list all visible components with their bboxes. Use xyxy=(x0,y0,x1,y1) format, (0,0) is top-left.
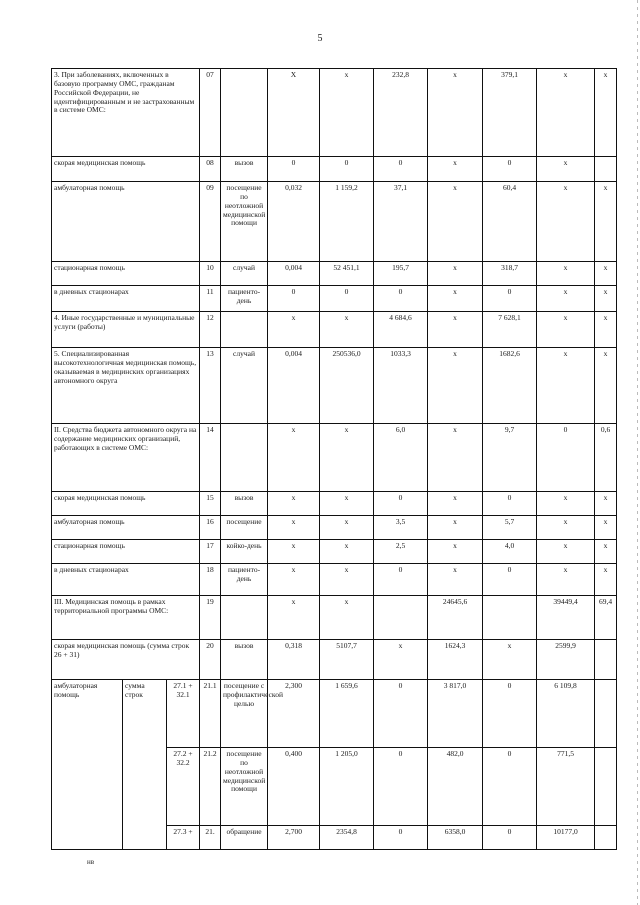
cell-v1: х xyxy=(268,516,320,540)
cell-v7: х xyxy=(595,69,617,157)
table-row xyxy=(52,640,617,680)
cell-v6: х xyxy=(537,262,595,286)
cell-v3: 0 xyxy=(374,564,428,596)
cell-v7: 69,4 xyxy=(595,596,617,640)
cell-v3: 2,5 xyxy=(374,540,428,564)
cell-v2: х xyxy=(320,424,374,492)
cell-v7: х xyxy=(595,312,617,348)
row-code: 07 xyxy=(200,69,221,157)
cell-v7 xyxy=(595,826,617,850)
cell-v4: 1624,3 xyxy=(428,640,483,680)
cell-v1: 0,318 xyxy=(268,640,320,680)
cell-v4: х xyxy=(428,540,483,564)
cell-v6: х xyxy=(537,286,595,312)
table-row xyxy=(52,69,617,157)
table-row xyxy=(52,424,617,492)
cell-v1: х xyxy=(268,564,320,596)
row-unit: вызов xyxy=(221,492,268,516)
cell-v5: 9,7 xyxy=(483,424,537,492)
page-number: 5 xyxy=(317,33,323,44)
cell-v2: 1 159,2 xyxy=(320,182,374,262)
table-row xyxy=(52,680,617,748)
cell-v7 xyxy=(595,748,617,826)
cell-v6: 0 xyxy=(537,424,595,492)
cell-v2: 0 xyxy=(320,157,374,182)
row-code: 08 xyxy=(200,157,221,182)
cell-v6: 10177,0 xyxy=(537,826,595,850)
cell-v7: х xyxy=(595,286,617,312)
cell-v4: 6358,0 xyxy=(428,826,483,850)
cell-v2: 1 205,0 xyxy=(320,748,374,826)
cell-v3: 37,1 xyxy=(374,182,428,262)
row-name: скорая медицинская помощь (сумма строк 26 + 31) xyxy=(52,640,200,680)
cell-v5: 0 xyxy=(483,564,537,596)
row-code: 20 xyxy=(200,640,221,680)
cell-v6: х xyxy=(537,564,595,596)
cell-v5: 0 xyxy=(483,492,537,516)
cell-v6: 39449,4 xyxy=(537,596,595,640)
cell-v6: х xyxy=(537,540,595,564)
cell-v5: х xyxy=(483,640,537,680)
cell-v5: 0 xyxy=(483,826,537,850)
cell-v4: х xyxy=(428,516,483,540)
row-code: 17 xyxy=(200,540,221,564)
cell-v2: х xyxy=(320,596,374,640)
cell-v2: 1 659,6 xyxy=(320,680,374,748)
row-name: II. Средства бюджета автономного округа на содержание медицинских организаций, работающих в системе ОМС: xyxy=(52,424,200,492)
table-row xyxy=(52,516,617,540)
cell-v6: х xyxy=(537,348,595,424)
row-unit: обращение xyxy=(221,826,268,850)
row-name: 3. При заболеваниях, включенных в базовую программу ОМС, гражданам Российской Федерации, не идентифицированным и не застрахованным в системе ОМС: xyxy=(52,69,200,157)
cell-v3: 195,7 xyxy=(374,262,428,286)
cell-v4: х xyxy=(428,564,483,596)
row-unit: посещение по неотложной медицинской помощи xyxy=(221,182,268,262)
cell-v5: 7 628,1 xyxy=(483,312,537,348)
cell-v4: х xyxy=(428,69,483,157)
table-row xyxy=(52,596,617,640)
cell-v4: х xyxy=(428,492,483,516)
cell-v2: х xyxy=(320,69,374,157)
cell-v6: 771,5 xyxy=(537,748,595,826)
cell-v7: х xyxy=(595,516,617,540)
row-unit: пациенто-день xyxy=(221,564,268,596)
cell-v3: 0 xyxy=(374,492,428,516)
cell-v7: х xyxy=(595,564,617,596)
cell-v1: х xyxy=(268,424,320,492)
row-unit xyxy=(221,312,268,348)
row-unit: посещение с профилактической целью xyxy=(221,680,268,748)
cell-v5: 0 xyxy=(483,286,537,312)
cell-v5: 5,7 xyxy=(483,516,537,540)
table-row xyxy=(52,564,617,596)
row-code: 21.1 xyxy=(200,680,221,748)
row-code: 10 xyxy=(200,262,221,286)
cell-v5: 4,0 xyxy=(483,540,537,564)
row-name: III. Медицинская помощь в рамках территориальной программы ОМС: xyxy=(52,596,200,640)
cell-v5: 0 xyxy=(483,157,537,182)
row-code: 15 xyxy=(200,492,221,516)
cell-v1: Х xyxy=(268,69,320,157)
row-name: амбулаторная помощь xyxy=(52,182,200,262)
row-code: 11 xyxy=(200,286,221,312)
cell-v2: х xyxy=(320,492,374,516)
cell-v3: 3,5 xyxy=(374,516,428,540)
cell-v1: х xyxy=(268,492,320,516)
cell-v3: 1033,3 xyxy=(374,348,428,424)
cell-v7: х xyxy=(595,182,617,262)
footer-mark: нв xyxy=(87,858,95,866)
row-code: 21.2 xyxy=(200,748,221,826)
row-name: амбулаторная помощь xyxy=(52,516,200,540)
cell-v4: х xyxy=(428,348,483,424)
cell-v7: х xyxy=(595,262,617,286)
cell-v4: х xyxy=(428,182,483,262)
table-row xyxy=(52,262,617,286)
cell-v2: 52 451,1 xyxy=(320,262,374,286)
table-row xyxy=(52,286,617,312)
row-unit: случай xyxy=(221,348,268,424)
row-code: 14 xyxy=(200,424,221,492)
cell-v2: 2354,8 xyxy=(320,826,374,850)
financing-table xyxy=(51,68,617,850)
cell-v3 xyxy=(374,596,428,640)
row-name: в дневных стационарах xyxy=(52,286,200,312)
row-name: 4. Иные государственные и муниципальные услуги (работы) xyxy=(52,312,200,348)
row-code: 21. xyxy=(200,826,221,850)
row-name: 5. Специализированная высокотехнологичная медицинская помощь, оказываемая в медицинских организациях автономного округа xyxy=(52,348,200,424)
row-code: 09 xyxy=(200,182,221,262)
cell-v4: 24645,6 xyxy=(428,596,483,640)
cell-v3: 4 684,6 xyxy=(374,312,428,348)
cell-v6: х xyxy=(537,492,595,516)
cell-v2: х xyxy=(320,564,374,596)
cell-v5 xyxy=(483,596,537,640)
cell-v1: 0,400 xyxy=(268,748,320,826)
row-name: в дневных стационарах xyxy=(52,564,200,596)
cell-v7 xyxy=(595,640,617,680)
table-row xyxy=(52,312,617,348)
cell-v2: 250536,0 xyxy=(320,348,374,424)
cell-v1: 2,700 xyxy=(268,826,320,850)
cell-v2: 5107,7 xyxy=(320,640,374,680)
cell-v5: 318,7 xyxy=(483,262,537,286)
cell-v4: 3 817,0 xyxy=(428,680,483,748)
row-code: 19 xyxy=(200,596,221,640)
row-unit xyxy=(221,424,268,492)
cell-v6: х xyxy=(537,157,595,182)
cell-v4: 482,0 xyxy=(428,748,483,826)
row-name: стационарная помощь xyxy=(52,540,200,564)
table-row xyxy=(52,348,617,424)
row-code: 12 xyxy=(200,312,221,348)
sum-lines: 27.2 + 32.2 xyxy=(167,748,200,826)
table-row xyxy=(52,540,617,564)
scan-edge-decoration xyxy=(637,0,638,905)
cell-v7: х xyxy=(595,348,617,424)
row-unit: вызов xyxy=(221,640,268,680)
cell-v4: х xyxy=(428,262,483,286)
sum-lines: 27.3 + xyxy=(167,826,200,850)
cell-v7: 0,6 xyxy=(595,424,617,492)
cell-v3: 0 xyxy=(374,748,428,826)
row-unit: вызов xyxy=(221,157,268,182)
cell-v1: 0,004 xyxy=(268,262,320,286)
table-row xyxy=(52,492,617,516)
table-row xyxy=(52,182,617,262)
cell-v4: х xyxy=(428,157,483,182)
row-code: 16 xyxy=(200,516,221,540)
cell-v4: х xyxy=(428,286,483,312)
row-unit: случай xyxy=(221,262,268,286)
cell-v6: х xyxy=(537,182,595,262)
cell-v4: х xyxy=(428,424,483,492)
row-name: стационарная помощь xyxy=(52,262,200,286)
cell-v6: х xyxy=(537,69,595,157)
cell-v5: 0 xyxy=(483,680,537,748)
cell-v3: 0 xyxy=(374,286,428,312)
cell-v7: х xyxy=(595,540,617,564)
row-code: 18 xyxy=(200,564,221,596)
ambulatory-name: амбулаторная помощь xyxy=(52,680,123,850)
table-row xyxy=(52,157,617,182)
cell-v1: 0 xyxy=(268,157,320,182)
cell-v2: 0 xyxy=(320,286,374,312)
cell-v2: х xyxy=(320,312,374,348)
row-unit xyxy=(221,596,268,640)
cell-v3: 0 xyxy=(374,157,428,182)
cell-v5: 0 xyxy=(483,748,537,826)
cell-v5: 379,1 xyxy=(483,69,537,157)
cell-v3: 6,0 xyxy=(374,424,428,492)
cell-v1: 0,004 xyxy=(268,348,320,424)
cell-v3: х xyxy=(374,640,428,680)
cell-v2: х xyxy=(320,516,374,540)
cell-v1: х xyxy=(268,312,320,348)
cell-v7: х xyxy=(595,492,617,516)
cell-v1: 2,300 xyxy=(268,680,320,748)
cell-v3: 0 xyxy=(374,680,428,748)
row-name: скорая медицинская помощь xyxy=(52,492,200,516)
cell-v7 xyxy=(595,157,617,182)
row-unit: посещение xyxy=(221,516,268,540)
cell-v5: 1682,6 xyxy=(483,348,537,424)
row-unit: койко-день xyxy=(221,540,268,564)
cell-v6: 2599,9 xyxy=(537,640,595,680)
row-code: 13 xyxy=(200,348,221,424)
row-unit: пациенто-день xyxy=(221,286,268,312)
cell-v2: х xyxy=(320,540,374,564)
cell-v1: х xyxy=(268,596,320,640)
table-body xyxy=(52,69,617,850)
cell-v1: х xyxy=(268,540,320,564)
cell-v6: 6 109,8 xyxy=(537,680,595,748)
cell-v1: 0,032 xyxy=(268,182,320,262)
cell-v7 xyxy=(595,680,617,748)
row-unit xyxy=(221,69,268,157)
cell-v4: х xyxy=(428,312,483,348)
cell-v6: х xyxy=(537,312,595,348)
row-name: скорая медицинская помощь xyxy=(52,157,200,182)
cell-v3: 232,8 xyxy=(374,69,428,157)
cell-v5: 60,4 xyxy=(483,182,537,262)
row-unit: посещение по неотложной медицинской помощи xyxy=(221,748,268,826)
cell-v6: х xyxy=(537,516,595,540)
sum-label: сумма строк xyxy=(123,680,167,850)
sum-lines: 27.1 + 32.1 xyxy=(167,680,200,748)
cell-v3: 0 xyxy=(374,826,428,850)
cell-v1: 0 xyxy=(268,286,320,312)
